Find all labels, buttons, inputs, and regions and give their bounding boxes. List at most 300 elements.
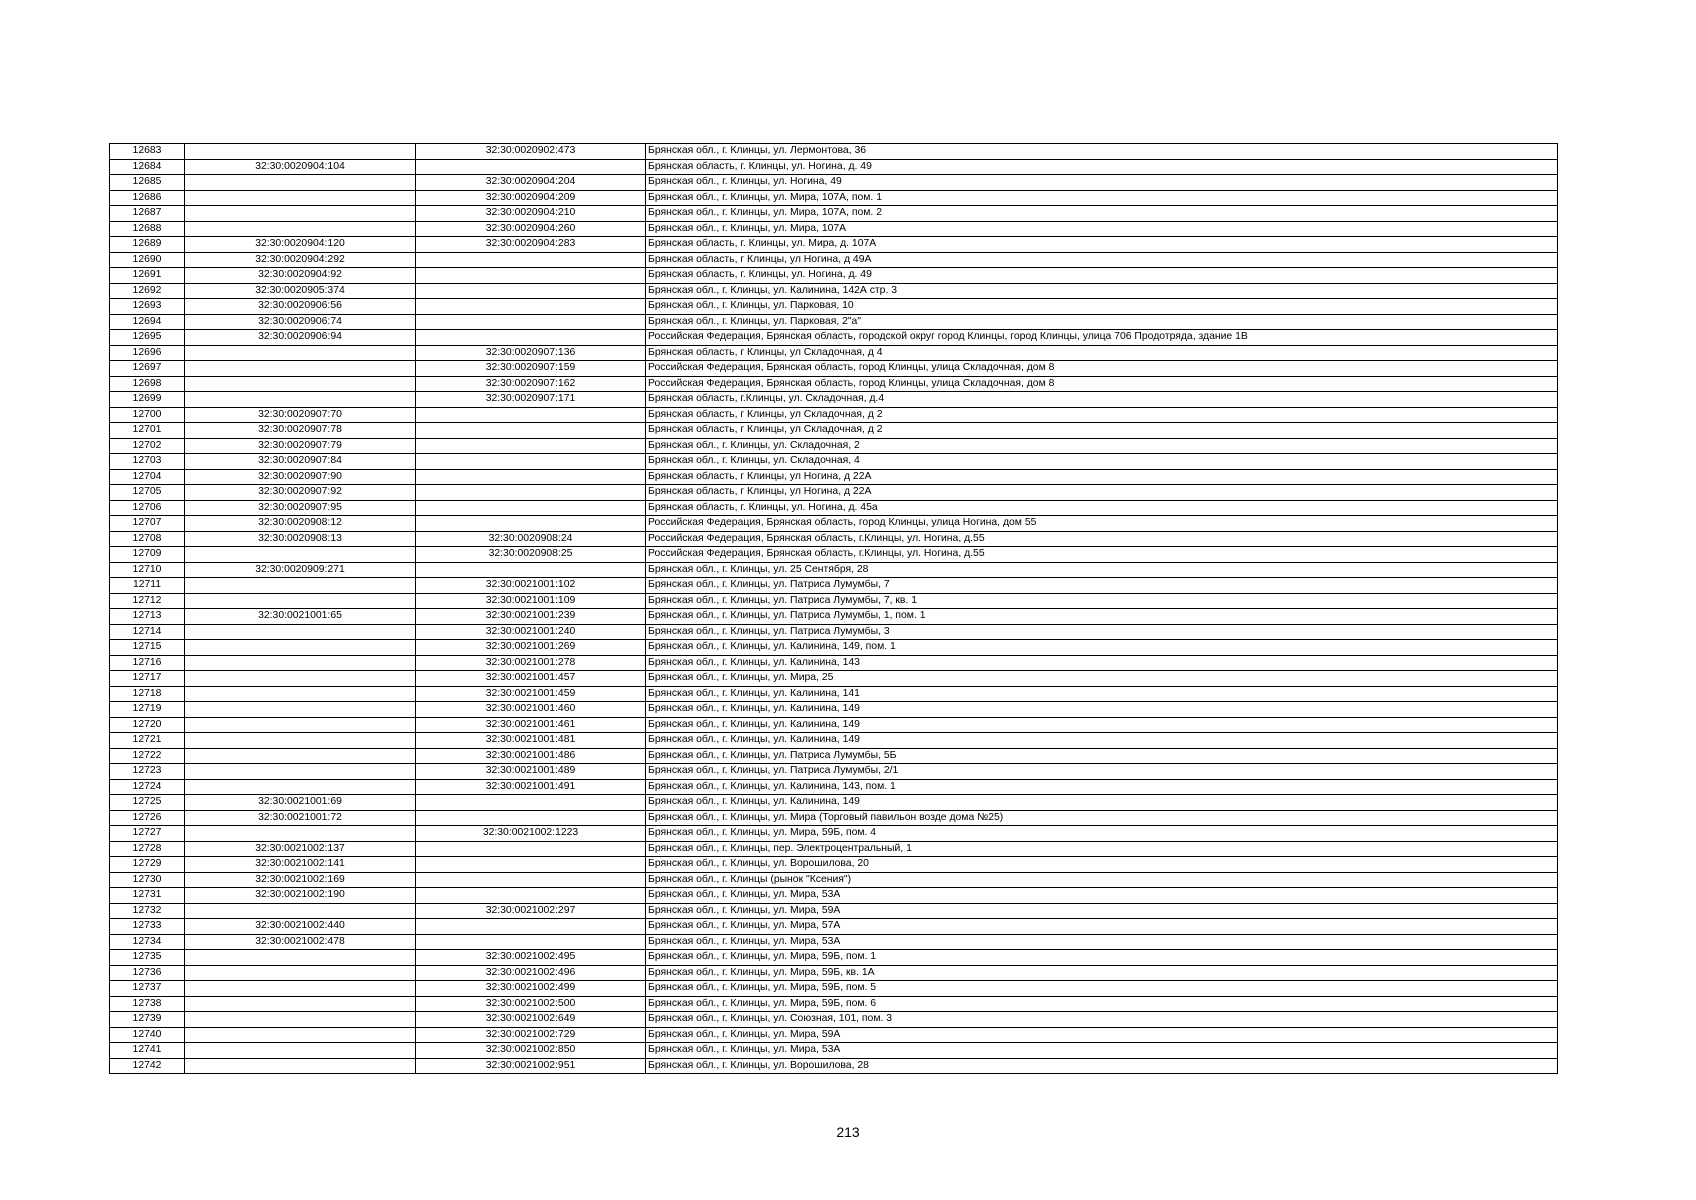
row-number-cell: 12687: [110, 206, 185, 222]
cadastral-number-a-cell: [185, 578, 416, 594]
row-number-cell: 12690: [110, 252, 185, 268]
table-row: [110, 252, 1558, 268]
table-row: [110, 903, 1558, 919]
cadastral-number-b-cell: 32:30:0021002:850: [416, 1043, 646, 1059]
cadastral-number-b-cell: [416, 857, 646, 873]
address-cell: Брянская обл., г. Клинцы, ул. Мира, 57А: [646, 919, 1558, 935]
row-number-cell: 12719: [110, 702, 185, 718]
cadastral-number-a-cell: 32:30:0021002:141: [185, 857, 416, 873]
address-cell: Брянская область, г Клинцы, ул Ногина, д 49А: [646, 252, 1558, 268]
table-row: [110, 640, 1558, 656]
address-cell: Брянская обл., г. Клинцы, ул. Мира, 53А: [646, 934, 1558, 950]
cadastral-number-b-cell: 32:30:0021001:460: [416, 702, 646, 718]
row-number-cell: 12688: [110, 221, 185, 237]
row-number-cell: 12686: [110, 190, 185, 206]
cadastral-number-b-cell: [416, 888, 646, 904]
cadastral-number-a-cell: [185, 950, 416, 966]
cadastral-number-a-cell: [185, 1027, 416, 1043]
cadastral-number-b-cell: [416, 841, 646, 857]
cadastral-number-b-cell: 32:30:0021001:240: [416, 624, 646, 640]
cadastral-number-b-cell: [416, 485, 646, 501]
cadastral-number-a-cell: 32:30:0021001:72: [185, 810, 416, 826]
cadastral-number-a-cell: [185, 593, 416, 609]
cadastral-number-a-cell: 32:30:0020907:90: [185, 469, 416, 485]
cadastral-number-b-cell: [416, 469, 646, 485]
row-number-cell: 12704: [110, 469, 185, 485]
address-cell: Брянская обл., г. Клинцы, ул. Мира, 59Б, пом. 1: [646, 950, 1558, 966]
table-row: [110, 950, 1558, 966]
address-cell: Российская Федерация, Брянская область, городской округ город Клинцы, город Клинцы, улица 706 Продотряда, здание 1В: [646, 330, 1558, 346]
address-cell: Брянская область, г. Клинцы, ул. Ногина, д. 49: [646, 159, 1558, 175]
cadastral-number-b-cell: 32:30:0021001:459: [416, 686, 646, 702]
cadastral-number-a-cell: 32:30:0020907:70: [185, 407, 416, 423]
address-cell: Российская Федерация, Брянская область, город Клинцы, улица Складочная, дом 8: [646, 361, 1558, 377]
row-number-cell: 12683: [110, 144, 185, 160]
table-row: [110, 469, 1558, 485]
cadastral-number-a-cell: [185, 1012, 416, 1028]
table-row: [110, 423, 1558, 439]
address-cell: Брянская обл., г. Клинцы, ул. Ворошилова, 20: [646, 857, 1558, 873]
address-cell: Российская Федерация, Брянская область, г.Клинцы, ул. Ногина, д.55: [646, 531, 1558, 547]
row-number-cell: 12732: [110, 903, 185, 919]
row-number-cell: 12684: [110, 159, 185, 175]
address-cell: Брянская обл., г. Клинцы, ул. Калинина, 149, пом. 1: [646, 640, 1558, 656]
table-row: [110, 485, 1558, 501]
address-cell: Брянская обл., г. Клинцы, ул. Мира (Торговый павильон возде дома №25): [646, 810, 1558, 826]
address-cell: Брянская обл., г. Клинцы, ул. Калинина, 149: [646, 717, 1558, 733]
table-row: [110, 438, 1558, 454]
cadastral-number-a-cell: [185, 361, 416, 377]
table-row: [110, 655, 1558, 671]
row-number-cell: 12740: [110, 1027, 185, 1043]
cadastral-number-b-cell: [416, 314, 646, 330]
address-cell: Российская Федерация, Брянская область, город Клинцы, улица Ногина, дом 55: [646, 516, 1558, 532]
cadastral-number-b-cell: 32:30:0021001:239: [416, 609, 646, 625]
row-number-cell: 12733: [110, 919, 185, 935]
cadastral-number-a-cell: [185, 996, 416, 1012]
cadastral-number-a-cell: [185, 376, 416, 392]
table-row: [110, 454, 1558, 470]
cadastral-number-a-cell: [185, 717, 416, 733]
cadastral-number-b-cell: 32:30:0020907:171: [416, 392, 646, 408]
row-number-cell: 12703: [110, 454, 185, 470]
address-cell: Брянская обл., г. Клинцы (рынок "Ксения"): [646, 872, 1558, 888]
row-number-cell: 12737: [110, 981, 185, 997]
cadastral-number-b-cell: [416, 516, 646, 532]
table-row: [110, 547, 1558, 563]
address-cell: Брянская область, г. Клинцы, ул. Мира, д. 107А: [646, 237, 1558, 253]
cadastral-number-a-cell: 32:30:0021002:169: [185, 872, 416, 888]
row-number-cell: 12697: [110, 361, 185, 377]
row-number-cell: 12698: [110, 376, 185, 392]
address-cell: Брянская обл., г. Клинцы, ул. Парковая, 10: [646, 299, 1558, 315]
address-cell: Брянская обл., г. Клинцы, ул. Мира, 59А: [646, 903, 1558, 919]
row-number-cell: 12735: [110, 950, 185, 966]
cadastral-number-b-cell: 32:30:0020904:283: [416, 237, 646, 253]
cadastral-number-a-cell: [185, 1058, 416, 1074]
cadastral-number-b-cell: 32:30:0021002:729: [416, 1027, 646, 1043]
cadastral-number-a-cell: 32:30:0020907:95: [185, 500, 416, 516]
table-row: [110, 361, 1558, 377]
table-row: [110, 872, 1558, 888]
row-number-cell: 12693: [110, 299, 185, 315]
cadastral-number-b-cell: 32:30:0020907:162: [416, 376, 646, 392]
table-row: [110, 748, 1558, 764]
row-number-cell: 12685: [110, 175, 185, 191]
address-cell: Брянская обл., г. Клинцы, ул. Парковая, 2"а": [646, 314, 1558, 330]
cadastral-number-a-cell: 32:30:0020908:13: [185, 531, 416, 547]
address-cell: Брянская область, г Клинцы, ул Ногина, д 22А: [646, 485, 1558, 501]
address-cell: Брянская обл., г. Клинцы, ул. Калинина, 141: [646, 686, 1558, 702]
cadastral-number-b-cell: [416, 795, 646, 811]
address-cell: Брянская обл., г. Клинцы, ул. 25 Сентября, 28: [646, 562, 1558, 578]
cadastral-number-a-cell: [185, 206, 416, 222]
table-row: [110, 578, 1558, 594]
table-row: [110, 841, 1558, 857]
table-row: [110, 144, 1558, 160]
cadastral-number-a-cell: 32:30:0020908:12: [185, 516, 416, 532]
row-number-cell: 12699: [110, 392, 185, 408]
address-cell: Брянская обл., г. Клинцы, ул. Калинина, 149: [646, 795, 1558, 811]
table-row: [110, 314, 1558, 330]
cadastral-number-b-cell: 32:30:0021001:269: [416, 640, 646, 656]
table-row: [110, 717, 1558, 733]
table-row: [110, 779, 1558, 795]
address-cell: Брянская обл., г. Клинцы, ул. Мира, 107А, пом. 1: [646, 190, 1558, 206]
cadastral-number-a-cell: [185, 903, 416, 919]
cadastral-number-a-cell: 32:30:0020907:84: [185, 454, 416, 470]
table-body: [110, 144, 1558, 1074]
table-row: [110, 299, 1558, 315]
cadastral-number-b-cell: [416, 810, 646, 826]
cadastral-number-b-cell: [416, 423, 646, 439]
address-cell: Брянская обл., г. Клинцы, ул. Мира, 59Б, пом. 4: [646, 826, 1558, 842]
cadastral-number-b-cell: [416, 330, 646, 346]
address-cell: Брянская обл., г. Клинцы, ул. Мира, 59А: [646, 1027, 1558, 1043]
cadastral-number-b-cell: [416, 934, 646, 950]
row-number-cell: 12691: [110, 268, 185, 284]
cadastral-number-b-cell: [416, 252, 646, 268]
row-number-cell: 12724: [110, 779, 185, 795]
table-row: [110, 407, 1558, 423]
cadastral-number-a-cell: [185, 624, 416, 640]
cadastral-number-b-cell: [416, 438, 646, 454]
cadastral-number-b-cell: 32:30:0021001:461: [416, 717, 646, 733]
row-number-cell: 12692: [110, 283, 185, 299]
table-row: [110, 190, 1558, 206]
cadastral-number-b-cell: [416, 919, 646, 935]
row-number-cell: 12730: [110, 872, 185, 888]
row-number-cell: 12694: [110, 314, 185, 330]
row-number-cell: 12738: [110, 996, 185, 1012]
cadastral-number-b-cell: 32:30:0020902:473: [416, 144, 646, 160]
row-number-cell: 12709: [110, 547, 185, 563]
cadastral-number-b-cell: 32:30:0021002:496: [416, 965, 646, 981]
row-number-cell: 12714: [110, 624, 185, 640]
cadastral-number-b-cell: [416, 283, 646, 299]
table-row: [110, 810, 1558, 826]
cadastral-number-b-cell: 32:30:0020907:159: [416, 361, 646, 377]
table-row: [110, 237, 1558, 253]
cadastral-number-b-cell: 32:30:0020904:204: [416, 175, 646, 191]
cadastral-number-a-cell: [185, 826, 416, 842]
cadastral-number-a-cell: 32:30:0021002:137: [185, 841, 416, 857]
cadastral-number-b-cell: 32:30:0021001:278: [416, 655, 646, 671]
address-cell: Брянская обл., г. Клинцы, ул. Мира, 107А: [646, 221, 1558, 237]
address-cell: Брянская область, г Клинцы, ул Складочная, д 2: [646, 423, 1558, 439]
cadastral-number-b-cell: [416, 268, 646, 284]
cadastral-number-a-cell: [185, 1043, 416, 1059]
cadastral-number-a-cell: 32:30:0020907:79: [185, 438, 416, 454]
cadastral-number-a-cell: [185, 764, 416, 780]
cadastral-number-b-cell: 32:30:0021002:500: [416, 996, 646, 1012]
cadastral-number-b-cell: [416, 872, 646, 888]
cadastral-number-a-cell: 32:30:0020905:374: [185, 283, 416, 299]
table-row: [110, 826, 1558, 842]
address-cell: Брянская обл., г. Клинцы, ул. Мира, 59Б, пом. 6: [646, 996, 1558, 1012]
cadastral-number-b-cell: [416, 407, 646, 423]
address-cell: Брянская обл., г. Клинцы, ул. Патриса Лумумбы, 5Б: [646, 748, 1558, 764]
address-cell: Брянская область, г Клинцы, ул Ногина, д 22А: [646, 469, 1558, 485]
row-number-cell: 12712: [110, 593, 185, 609]
row-number-cell: 12695: [110, 330, 185, 346]
table-row: [110, 888, 1558, 904]
cadastral-number-a-cell: 32:30:0020904:104: [185, 159, 416, 175]
cadastral-number-a-cell: 32:30:0020907:78: [185, 423, 416, 439]
table-row: [110, 531, 1558, 547]
address-cell: Брянская обл., г. Клинцы, ул. Патриса Лумумбы, 1, пом. 1: [646, 609, 1558, 625]
cadastral-number-b-cell: 32:30:0021002:499: [416, 981, 646, 997]
cadastral-number-b-cell: 32:30:0020904:209: [416, 190, 646, 206]
address-cell: Брянская обл., г. Клинцы, ул. Складочная, 4: [646, 454, 1558, 470]
row-number-cell: 12720: [110, 717, 185, 733]
cadastral-number-a-cell: [185, 144, 416, 160]
table-row: [110, 516, 1558, 532]
address-cell: Брянская обл., г. Клинцы, ул. Калинина, 149: [646, 702, 1558, 718]
address-cell: Брянская область, г. Клинцы, ул. Ногина, д. 45а: [646, 500, 1558, 516]
table-row: [110, 206, 1558, 222]
table-row: [110, 283, 1558, 299]
cadastral-number-a-cell: 32:30:0021002:190: [185, 888, 416, 904]
address-cell: Брянская обл., г. Клинцы, ул. Патриса Лумумбы, 7: [646, 578, 1558, 594]
table-row: [110, 965, 1558, 981]
row-number-cell: 12702: [110, 438, 185, 454]
row-number-cell: 12728: [110, 841, 185, 857]
cadastral-number-a-cell: [185, 702, 416, 718]
cadastral-number-b-cell: 32:30:0021001:109: [416, 593, 646, 609]
cadastral-number-a-cell: 32:30:0021001:69: [185, 795, 416, 811]
cadastral-number-a-cell: 32:30:0020906:56: [185, 299, 416, 315]
row-number-cell: 12708: [110, 531, 185, 547]
table-row: [110, 392, 1558, 408]
row-number-cell: 12716: [110, 655, 185, 671]
table-row: [110, 1027, 1558, 1043]
table-row: [110, 175, 1558, 191]
cadastral-number-a-cell: 32:30:0020904:92: [185, 268, 416, 284]
cadastral-number-b-cell: [416, 299, 646, 315]
address-cell: Брянская область, г Клинцы, ул Складочная, д 4: [646, 345, 1558, 361]
table-row: [110, 609, 1558, 625]
cadastral-number-a-cell: [185, 981, 416, 997]
row-number-cell: 12700: [110, 407, 185, 423]
row-number-cell: 12727: [110, 826, 185, 842]
cadastral-number-a-cell: [185, 221, 416, 237]
cadastral-number-a-cell: 32:30:0020904:120: [185, 237, 416, 253]
registry-table: [109, 143, 1558, 1074]
cadastral-number-b-cell: 32:30:0021001:489: [416, 764, 646, 780]
cadastral-number-a-cell: 32:30:0021002:440: [185, 919, 416, 935]
cadastral-number-b-cell: 32:30:0020904:210: [416, 206, 646, 222]
row-number-cell: 12710: [110, 562, 185, 578]
cadastral-number-b-cell: [416, 500, 646, 516]
table-row: [110, 671, 1558, 687]
address-cell: Брянская обл., г. Клинцы, ул. Калинина, 149: [646, 733, 1558, 749]
row-number-cell: 12689: [110, 237, 185, 253]
table-row: [110, 702, 1558, 718]
cadastral-number-a-cell: 32:30:0021002:478: [185, 934, 416, 950]
table-row: [110, 1012, 1558, 1028]
row-number-cell: 12696: [110, 345, 185, 361]
address-cell: Брянская обл., г. Клинцы, ул. Калинина, 143, пом. 1: [646, 779, 1558, 795]
cadastral-number-a-cell: [185, 965, 416, 981]
table-row: [110, 981, 1558, 997]
cadastral-number-b-cell: 32:30:0020907:136: [416, 345, 646, 361]
row-number-cell: 12729: [110, 857, 185, 873]
row-number-cell: 12707: [110, 516, 185, 532]
row-number-cell: 12701: [110, 423, 185, 439]
row-number-cell: 12722: [110, 748, 185, 764]
table-row: [110, 857, 1558, 873]
row-number-cell: 12739: [110, 1012, 185, 1028]
cadastral-number-b-cell: [416, 159, 646, 175]
table-row: [110, 934, 1558, 950]
cadastral-number-a-cell: [185, 748, 416, 764]
row-number-cell: 12715: [110, 640, 185, 656]
row-number-cell: 12725: [110, 795, 185, 811]
cadastral-number-a-cell: 32:30:0021001:65: [185, 609, 416, 625]
table-row: [110, 764, 1558, 780]
table-row: [110, 221, 1558, 237]
address-cell: Брянская область, г Клинцы, ул Складочная, д 2: [646, 407, 1558, 423]
row-number-cell: 12731: [110, 888, 185, 904]
cadastral-number-a-cell: [185, 175, 416, 191]
table-row: [110, 1043, 1558, 1059]
table-row: [110, 345, 1558, 361]
cadastral-number-b-cell: 32:30:0021002:495: [416, 950, 646, 966]
row-number-cell: 12717: [110, 671, 185, 687]
address-cell: Брянская обл., г. Клинцы, ул. Патриса Лумумбы, 3: [646, 624, 1558, 640]
table-row: [110, 624, 1558, 640]
cadastral-number-a-cell: 32:30:0020906:74: [185, 314, 416, 330]
cadastral-number-b-cell: 32:30:0020904:260: [416, 221, 646, 237]
cadastral-number-a-cell: [185, 671, 416, 687]
table-row: [110, 686, 1558, 702]
address-cell: Брянская обл., г. Клинцы, ул. Складочная, 2: [646, 438, 1558, 454]
cadastral-number-b-cell: 32:30:0021001:491: [416, 779, 646, 795]
cadastral-number-a-cell: [185, 655, 416, 671]
row-number-cell: 12742: [110, 1058, 185, 1074]
row-number-cell: 12718: [110, 686, 185, 702]
cadastral-number-b-cell: [416, 562, 646, 578]
cadastral-number-a-cell: [185, 190, 416, 206]
address-cell: Брянская обл., г. Клинцы, ул. Лермонтова, 36: [646, 144, 1558, 160]
table-row: [110, 1058, 1558, 1074]
cadastral-number-a-cell: [185, 345, 416, 361]
address-cell: Брянская обл., г. Клинцы, ул. Мира, 53А: [646, 1043, 1558, 1059]
row-number-cell: 12706: [110, 500, 185, 516]
address-cell: Брянская обл., г. Клинцы, ул. Мира, 25: [646, 671, 1558, 687]
row-number-cell: 12711: [110, 578, 185, 594]
cadastral-number-a-cell: [185, 392, 416, 408]
row-number-cell: 12741: [110, 1043, 185, 1059]
row-number-cell: 12726: [110, 810, 185, 826]
cadastral-number-b-cell: [416, 454, 646, 470]
cadastral-number-b-cell: 32:30:0020908:25: [416, 547, 646, 563]
table-row: [110, 268, 1558, 284]
address-cell: Российская Федерация, Брянская область, г.Клинцы, ул. Ногина, д.55: [646, 547, 1558, 563]
row-number-cell: 12736: [110, 965, 185, 981]
cadastral-number-a-cell: 32:30:0020909:271: [185, 562, 416, 578]
row-number-cell: 12705: [110, 485, 185, 501]
table-row: [110, 159, 1558, 175]
table-row: [110, 593, 1558, 609]
cadastral-number-a-cell: [185, 686, 416, 702]
cadastral-number-a-cell: [185, 547, 416, 563]
address-cell: Брянская обл., г. Клинцы, ул. Патриса Лумумбы, 2/1: [646, 764, 1558, 780]
table-row: [110, 376, 1558, 392]
address-cell: Брянская обл., г. Клинцы, ул. Мира, 59Б, пом. 5: [646, 981, 1558, 997]
address-cell: Брянская обл., г. Клинцы, ул. Мира, 107А, пом. 2: [646, 206, 1558, 222]
address-cell: Брянская обл., г. Клинцы, ул. Союзная, 101, пом. 3: [646, 1012, 1558, 1028]
cadastral-number-b-cell: 32:30:0021001:481: [416, 733, 646, 749]
table-row: [110, 795, 1558, 811]
table-row: [110, 562, 1558, 578]
address-cell: Брянская обл., г. Клинцы, ул. Калинина, 142А стр. 3: [646, 283, 1558, 299]
address-cell: Брянская обл., г. Клинцы, ул. Патриса Лумумбы, 7, кв. 1: [646, 593, 1558, 609]
cadastral-number-b-cell: 32:30:0021002:297: [416, 903, 646, 919]
cadastral-number-a-cell: 32:30:0020907:92: [185, 485, 416, 501]
cadastral-number-b-cell: 32:30:0021001:102: [416, 578, 646, 594]
cadastral-number-b-cell: 32:30:0021001:457: [416, 671, 646, 687]
table-row: [110, 330, 1558, 346]
table-row: [110, 733, 1558, 749]
address-cell: Брянская область, г. Клинцы, ул. Ногина, д. 49: [646, 268, 1558, 284]
cadastral-number-a-cell: 32:30:0020906:94: [185, 330, 416, 346]
address-cell: Российская Федерация, Брянская область, город Клинцы, улица Складочная, дом 8: [646, 376, 1558, 392]
table-row: [110, 996, 1558, 1012]
address-cell: Брянская обл., г. Клинцы, ул. Мира, 59Б, кв. 1А: [646, 965, 1558, 981]
row-number-cell: 12723: [110, 764, 185, 780]
cadastral-number-a-cell: [185, 640, 416, 656]
row-number-cell: 12713: [110, 609, 185, 625]
page-number: 213: [836, 1124, 860, 1140]
cadastral-number-a-cell: [185, 733, 416, 749]
table-row: [110, 500, 1558, 516]
row-number-cell: 12734: [110, 934, 185, 950]
address-cell: Брянская область, г.Клинцы, ул. Складочная, д.4: [646, 392, 1558, 408]
cadastral-number-a-cell: 32:30:0020904:292: [185, 252, 416, 268]
address-cell: Брянская обл., г. Клинцы, пер. Электроцентральный, 1: [646, 841, 1558, 857]
cadastral-number-b-cell: 32:30:0021001:486: [416, 748, 646, 764]
cadastral-number-b-cell: 32:30:0020908:24: [416, 531, 646, 547]
row-number-cell: 12721: [110, 733, 185, 749]
address-cell: Брянская обл., г. Клинцы, ул. Калинина, 143: [646, 655, 1558, 671]
cadastral-number-b-cell: 32:30:0021002:649: [416, 1012, 646, 1028]
address-cell: Брянская обл., г. Клинцы, ул. Ворошилова, 28: [646, 1058, 1558, 1074]
address-cell: Брянская обл., г. Клинцы, ул. Ногина, 49: [646, 175, 1558, 191]
address-cell: Брянская обл., г. Клинцы, ул. Мира, 53А: [646, 888, 1558, 904]
table-row: [110, 919, 1558, 935]
